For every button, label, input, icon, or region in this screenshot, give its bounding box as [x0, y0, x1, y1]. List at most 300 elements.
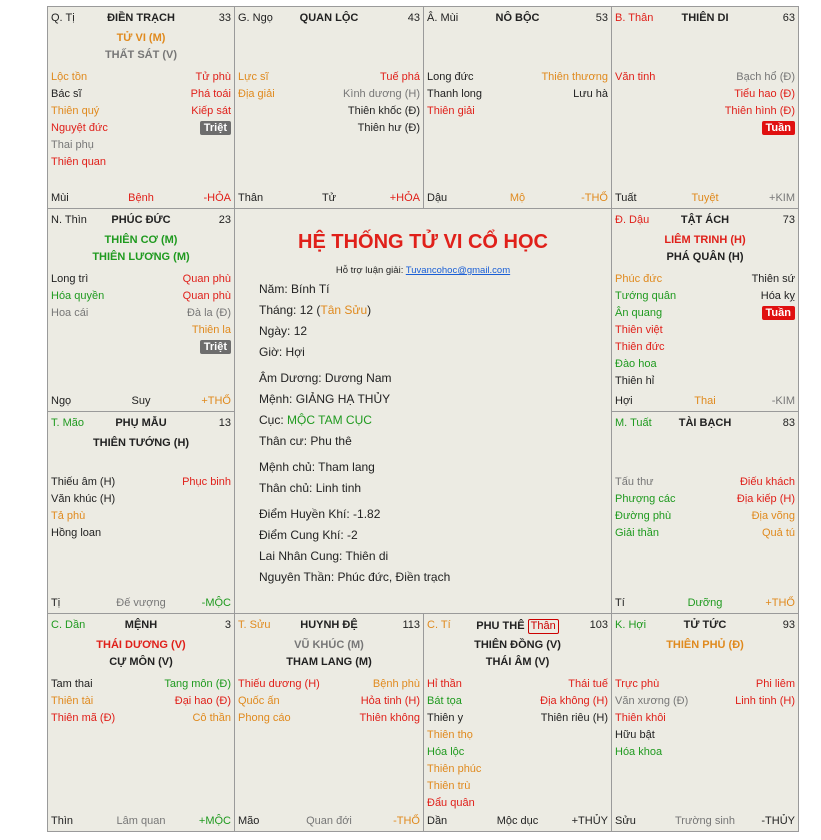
star-left: Quốc ấn [238, 695, 280, 707]
info-label: Nguyên Thần: [259, 570, 338, 584]
star-left: Thiên quan [51, 156, 107, 168]
palace-number: 3 [224, 619, 231, 631]
badge-label: Triệt [200, 121, 231, 135]
palace-footer [238, 191, 420, 205]
footer-life-stage: Mộc dục [496, 815, 539, 827]
star-row [615, 474, 795, 491]
star-row [427, 710, 608, 727]
star-row [615, 525, 795, 542]
star-row [427, 103, 608, 120]
palace-header [238, 619, 420, 633]
footer-element: +MỘC [198, 815, 231, 827]
star-left: Tướng quân [615, 290, 677, 302]
triet-badge [200, 339, 231, 356]
star-right: Bạch hổ (Đ) [736, 71, 795, 83]
star-row [51, 288, 231, 305]
star-row [51, 693, 231, 710]
palace-stem-branch: C. Dần [51, 619, 86, 631]
star-row [615, 322, 795, 339]
star-right: Hóa kỵ [760, 290, 795, 302]
star-row [615, 86, 795, 103]
info-label: Giờ: [259, 345, 286, 359]
footer-branch: Thìn [51, 815, 74, 827]
footer-branch: Tị [51, 597, 61, 609]
info-label: Năm: [259, 282, 292, 296]
palace-footer [615, 394, 795, 408]
main-stars [424, 637, 611, 671]
star-right: Hỏa tinh (H) [360, 695, 420, 707]
star-right: Quả tú [761, 527, 795, 539]
star-row [51, 86, 231, 103]
star-right: Phá toái [190, 88, 231, 100]
star-row [427, 727, 608, 744]
info-extra: Tân Sửu [320, 303, 368, 317]
star-right: Tiểu hao (Đ) [734, 88, 795, 100]
footer-life-stage: Bệnh [128, 192, 154, 204]
palace-name-text: TÀI BẠCH [678, 417, 732, 429]
main-star: THAM LANG (M) [286, 656, 372, 668]
palace-stem-branch: M. Tuất [615, 417, 652, 429]
minor-stars [615, 271, 795, 390]
palace-tuat [612, 412, 799, 614]
star-row [615, 676, 795, 693]
palace-stem-branch: K. Hợi [615, 619, 647, 631]
palace-name-text: ĐIỀN TRẠCH [107, 12, 175, 24]
palace-name [615, 619, 795, 631]
footer-branch: Tí [615, 597, 625, 609]
star-left: Bác sĩ [51, 88, 82, 100]
palace-name [238, 12, 420, 24]
minor-stars [238, 676, 420, 727]
info-line [259, 282, 329, 296]
star-row [238, 103, 420, 120]
star-left: Thai phụ [51, 139, 94, 151]
main-stars [48, 435, 234, 452]
footer-life-stage: Dưỡng [687, 597, 723, 609]
palace-name [615, 417, 795, 429]
star-left: Tấu thư [615, 476, 654, 488]
palace-stem-branch: G. Ngọ [238, 12, 273, 24]
palace-hoi [612, 614, 799, 832]
star-right: Thiên sứ [751, 273, 795, 285]
star-left: Văn xương (Đ) [615, 695, 689, 707]
star-right: Tuế phá [380, 71, 420, 83]
info-value: 12 [293, 324, 308, 338]
minor-stars [427, 69, 608, 120]
palace-stem-branch: Â. Mùi [427, 12, 459, 24]
palace-suu [235, 614, 424, 832]
palace-footer [51, 191, 231, 205]
palace-name-text: PHU THÊ [476, 620, 525, 632]
star-row [51, 305, 231, 322]
palace-name-text: TẬT ÁCH [680, 214, 730, 226]
info-value: GIẢNG HẠ THỦY [295, 392, 391, 406]
chart-center-info [235, 209, 612, 614]
star-left: Văn tinh [615, 71, 656, 83]
minor-stars [427, 676, 608, 812]
tuan-badge [762, 305, 795, 322]
support-line [235, 265, 611, 276]
palace-stem-branch: T. Sửu [238, 619, 271, 631]
star-right: Quan phù [182, 273, 231, 285]
star-right: Bệnh phù [372, 678, 420, 690]
footer-element: +THỦY [571, 815, 608, 827]
star-row [615, 508, 795, 525]
info-value: MỘC TAM CỤC [287, 413, 372, 427]
star-left: Ân quang [615, 307, 663, 319]
footer-element: +KIM [769, 192, 795, 204]
star-left: Lộc tồn [51, 71, 88, 83]
star-row [427, 761, 608, 778]
info-label: Lai Nhân Cung: [259, 549, 346, 563]
info-label: Tháng: [259, 303, 300, 317]
palace-number: 103 [589, 619, 608, 631]
footer-life-stage: Trường sinh [674, 815, 736, 827]
star-left: Phong cáo [238, 712, 291, 724]
star-left: Địa giải [238, 88, 275, 100]
footer-branch: Dần [427, 815, 448, 827]
main-star: THIÊN TƯỚNG (H) [92, 437, 190, 449]
main-star: THIÊN ĐỒNG (V) [474, 639, 561, 651]
main-star: THIÊN CƠ (M) [104, 234, 178, 246]
star-right: Linh tinh (H) [735, 695, 795, 707]
info-label: Ngày: [259, 324, 294, 338]
footer-life-stage: Lâm quan [116, 815, 166, 827]
star-row [238, 69, 420, 86]
info-label: Điểm Huyền Khí: [259, 507, 354, 521]
star-right: Đà la (Đ) [186, 307, 231, 319]
info-line [259, 345, 305, 359]
star-left: Phượng các [615, 493, 676, 505]
palace-header [51, 12, 231, 26]
palace-ngo [235, 7, 424, 209]
palace-header [427, 619, 608, 633]
palace-name-text: MỆNH [124, 619, 158, 631]
main-stars [612, 232, 798, 266]
palace-name [51, 417, 231, 429]
palace-name [427, 619, 608, 634]
info-value: Tham lang [318, 460, 375, 474]
star-right: Phục binh [182, 476, 231, 488]
star-row [615, 491, 795, 508]
star-right: Tang môn (Đ) [164, 678, 231, 690]
footer-branch: Mão [238, 815, 260, 827]
star-left: Tả phù [51, 510, 86, 522]
star-left: Thiên khôi [615, 712, 666, 724]
palace-name-text: NÔ BỘC [495, 12, 540, 24]
footer-element: -THỔ [393, 815, 420, 827]
star-right: Thiên khốc (Đ) [347, 105, 420, 117]
badge-label: Tuần [762, 306, 795, 320]
info-label: Mệnh chủ: [259, 460, 319, 474]
star-left: Long đức [427, 71, 474, 83]
palace-number: 113 [402, 619, 420, 631]
palace-stem-branch: B. Thân [615, 12, 654, 24]
info-tail: ) [367, 303, 372, 317]
star-right: Quan phù [182, 290, 231, 302]
info-value: Thiên di [345, 549, 389, 563]
star-row [427, 778, 608, 795]
info-label: Cục: [259, 413, 288, 427]
star-left: Bát tọa [427, 695, 462, 707]
star-left: Thiên tài [51, 695, 94, 707]
star-row [427, 69, 608, 86]
minor-stars [615, 474, 795, 542]
info-value: -2 [347, 528, 358, 542]
main-star: THIÊN LƯƠNG (M) [92, 251, 190, 263]
star-right: Tử phù [195, 71, 231, 83]
star-left: Thiên thọ [427, 729, 473, 741]
footer-element: -MỘC [201, 597, 231, 609]
star-right: Phi liêm [755, 678, 795, 690]
star-left: Hóa khoa [615, 746, 663, 758]
badge-label: Tuần [762, 121, 795, 135]
info-line [259, 371, 392, 385]
palace-thin [48, 209, 235, 412]
palace-number: 73 [782, 214, 795, 226]
footer-element: -THỦY [761, 815, 795, 827]
palace-footer [51, 394, 231, 408]
palace-header [238, 12, 420, 26]
info-label: Thân chủ: [259, 481, 316, 495]
star-row [615, 69, 795, 86]
star-row [615, 271, 795, 288]
star-right: Thiên la [191, 324, 231, 336]
star-row [238, 676, 420, 693]
star-row [615, 103, 795, 120]
star-left: Thiếu âm (H) [51, 476, 116, 488]
star-left: Thiên trù [427, 780, 471, 792]
star-row [615, 120, 795, 137]
palace-footer [427, 814, 608, 828]
star-left: Trực phù [615, 678, 660, 690]
main-stars [612, 637, 798, 654]
palace-name [51, 214, 231, 226]
star-row [51, 474, 231, 491]
chart-title: HỆ THỐNG TỬ VI CỔ HỌC [298, 231, 548, 253]
star-row [238, 693, 420, 710]
star-left: Thiên việt [615, 324, 663, 336]
star-left: Thiên mã (Đ) [51, 712, 116, 724]
star-left: Long trì [51, 273, 89, 285]
palace-stem-branch: N. Thìn [51, 214, 87, 226]
main-star: THÁI ÂM (V) [485, 656, 550, 668]
star-left: Hoa cái [51, 307, 89, 319]
star-right: Thái tuế [568, 678, 608, 690]
star-left: Lực sĩ [238, 71, 269, 83]
star-left: Thiên y [427, 712, 464, 724]
palace-name [615, 12, 795, 24]
star-right: Địa không (H) [540, 695, 608, 707]
star-row [615, 710, 795, 727]
star-left: Thanh long [427, 88, 483, 100]
palace-number: 93 [782, 619, 795, 631]
palace-name [51, 12, 231, 24]
palace-than [612, 7, 799, 209]
palace-header [615, 12, 795, 26]
footer-branch: Dậu [427, 192, 448, 204]
footer-life-stage: Suy [131, 395, 151, 407]
tuan-badge [762, 120, 795, 137]
star-left: Thiên giải [427, 105, 475, 117]
main-star: TỬ VI (M) [116, 32, 166, 44]
palace-stem-branch: C. Tí [427, 619, 451, 631]
info-label: Điểm Cung Khí: [259, 528, 348, 542]
palace-header [51, 619, 231, 633]
palace-name-text: HUYNH ĐỆ [300, 619, 358, 631]
info-line [259, 549, 388, 563]
footer-branch: Tuất [615, 192, 637, 204]
star-left: Hồng loan [51, 527, 102, 539]
minor-stars [51, 676, 231, 727]
star-right: Lưu hà [573, 88, 608, 100]
star-right: Thiên không [359, 712, 420, 724]
footer-life-stage: Mộ [509, 192, 526, 204]
footer-element: -THỔ [581, 192, 608, 204]
star-left: Hỉ thần [427, 678, 462, 690]
info-line [259, 460, 375, 474]
palace-name-text: PHÚC ĐỨC [111, 214, 171, 226]
star-right: Thiên hình (Đ) [724, 105, 795, 117]
star-row [51, 508, 231, 525]
main-star: THẤT SÁT (V) [104, 49, 178, 61]
star-row [51, 154, 231, 171]
info-value: -1.82 [353, 507, 381, 521]
star-row [51, 491, 231, 508]
star-right: Thiên thương [541, 71, 608, 83]
palace-number: 53 [595, 12, 608, 24]
palace-name [51, 619, 231, 631]
info-line [259, 303, 371, 317]
palace-number: 43 [407, 12, 420, 24]
star-row [427, 795, 608, 812]
star-row [427, 676, 608, 693]
star-right: Địa võng [751, 510, 795, 522]
main-star: CỰ MÔN (V) [109, 656, 173, 668]
info-label: Thân cư: [259, 434, 311, 448]
badge-label: Triệt [200, 340, 231, 354]
star-left: Thiếu dương (H) [238, 678, 320, 690]
footer-life-stage: Quan đới [306, 815, 352, 827]
star-row [238, 710, 420, 727]
info-value: Bính Tí [291, 282, 330, 296]
palace-ti [424, 614, 612, 832]
star-right: Thiên riêu (H) [540, 712, 608, 724]
star-row [615, 744, 795, 761]
info-value: Dương Nam [324, 371, 392, 385]
palace-header [615, 619, 795, 633]
star-right: Địa kiếp (H) [736, 493, 795, 505]
info-line [259, 481, 361, 495]
star-row [51, 339, 231, 356]
info-line [259, 324, 307, 338]
palace-mao [48, 412, 235, 614]
palace-stem-branch: Đ. Dậu [615, 214, 650, 226]
star-row [615, 339, 795, 356]
star-left: Đẩu quân [427, 797, 475, 809]
star-row [615, 693, 795, 710]
palace-header [51, 214, 231, 228]
info-value: Phúc đức, Điền trạch [337, 570, 451, 584]
support-label: Hỗ trợ luận giải: [335, 265, 406, 276]
star-row [51, 120, 231, 137]
star-row [51, 69, 231, 86]
star-row [615, 356, 795, 373]
star-row [427, 86, 608, 103]
main-star: LIÊM TRINH (H) [664, 234, 746, 246]
info-line [259, 434, 352, 448]
star-right: Kiếp sát [191, 105, 231, 117]
star-row [51, 103, 231, 120]
info-line [259, 413, 372, 427]
star-row [238, 120, 420, 137]
star-left: Tam thai [51, 678, 93, 690]
footer-branch: Ngọ [51, 395, 72, 407]
star-row [51, 676, 231, 693]
palace-mui [424, 7, 612, 209]
main-star: VŨ KHÚC (M) [294, 639, 364, 651]
star-left: Phúc đức [615, 273, 663, 285]
minor-stars [51, 474, 231, 542]
star-left: Thiên quý [51, 105, 100, 117]
info-value: Hợi [285, 345, 305, 359]
info-value: Linh tinh [315, 481, 362, 495]
footer-branch: Thân [238, 192, 264, 204]
footer-life-stage: Thai [694, 395, 716, 407]
info-label: Mệnh: [259, 392, 296, 406]
palace-header [615, 417, 795, 431]
star-row [51, 322, 231, 339]
info-label: Âm Dương: [259, 371, 325, 385]
minor-stars [51, 271, 231, 356]
palace-footer [427, 191, 608, 205]
star-row [238, 86, 420, 103]
palace-header [615, 214, 795, 228]
main-stars [48, 232, 234, 266]
palace-footer [615, 814, 795, 828]
star-left: Hữu bật [615, 729, 655, 741]
star-right: Kình dương (H) [343, 88, 420, 100]
star-row [427, 744, 608, 761]
palace-footer [238, 814, 420, 828]
star-row [615, 305, 795, 322]
footer-element: +THỔ [201, 395, 231, 407]
star-row [51, 137, 231, 154]
tu-vi-chart [47, 6, 799, 832]
palace-stem-branch: T. Mão [51, 417, 85, 429]
star-right: Điếu khách [739, 476, 795, 488]
footer-element: +THỔ [765, 597, 795, 609]
than-badge: Thân [528, 619, 559, 634]
support-email-link[interactable]: Tuvancohoc@gmail.com [405, 265, 511, 276]
info-line [259, 507, 380, 521]
palace-name [238, 619, 420, 631]
footer-element: -KIM [771, 395, 795, 407]
footer-element: +HỎA [389, 192, 420, 204]
star-left: Giải thần [615, 527, 660, 539]
palace-footer [615, 191, 795, 205]
star-left: Đường phù [615, 510, 672, 522]
star-row [427, 693, 608, 710]
info-value: 12 ( [299, 303, 321, 317]
minor-stars [615, 69, 795, 137]
star-row [615, 288, 795, 305]
palace-dau [612, 209, 799, 412]
star-left: Nguyệt đức [51, 122, 108, 134]
palace-number: 33 [218, 12, 231, 24]
triet-badge [200, 120, 231, 137]
star-left: Thiên đức [615, 341, 665, 353]
